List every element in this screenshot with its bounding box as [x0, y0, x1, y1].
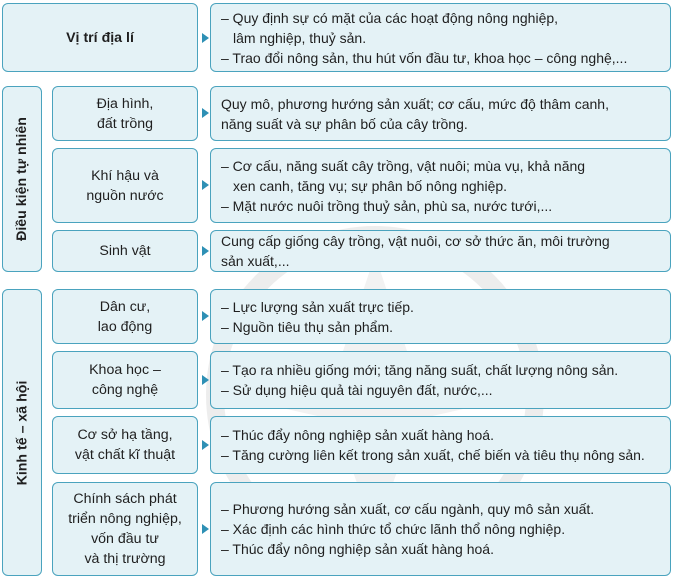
factor-label: Địa hình, đất trồng	[96, 95, 154, 132]
desc-line: – Quy định sự có mặt của các hoạt động nông nghiệp,	[221, 9, 559, 26]
factor-desc	[210, 86, 671, 141]
factor-box	[52, 230, 198, 272]
location-box	[2, 3, 198, 72]
factor-desc	[210, 482, 671, 576]
factor-box	[52, 351, 198, 409]
factor-label: Khí hậu và nguồn nước	[86, 167, 164, 204]
factor-label: Sinh vật	[99, 243, 151, 259]
desc-line: – Thúc đẩy nông nghiệp sản xuất hàng hoá.	[221, 427, 494, 443]
location-desc	[210, 3, 671, 72]
natural-category-label: Điều kiện tự nhiên	[14, 117, 31, 241]
factor-box	[52, 289, 198, 344]
desc-line: – Tăng cường liên kết trong sản xuất, chế biến và tiêu thụ nông sản.	[221, 447, 645, 463]
desc-line: – Cơ cấu, năng suất cây trồng, vật nuôi; mùa vụ, khả năng	[221, 157, 586, 174]
factor-box	[52, 148, 198, 223]
desc-line: – Xác định các hình thức tổ chức lãnh thổ nông nghiệp.	[221, 521, 566, 537]
desc-line: xen canh, tăng vụ; sự phân bố nông nghiệp.	[233, 177, 508, 194]
desc-line: – Tạo ra nhiều giống mới; tăng năng suất, chất lượng nông sản.	[221, 362, 619, 378]
desc-line: – Sử dụng hiệu quả tài nguyên đất, nước,...	[221, 382, 493, 398]
desc-line: – Trao đổi nông sản, thu hút vốn đầu tư, khoa học – công nghệ,...	[221, 49, 628, 66]
socio-category-label: Kinh tế – xã hội	[14, 380, 31, 485]
arrow-factor	[202, 524, 209, 534]
factor-label: Dân cư, lao động	[97, 298, 153, 335]
factor-box	[52, 86, 198, 141]
desc-line: Quy mô, phương hướng sản xuất; cơ cấu, mức độ thâm canh,	[221, 95, 609, 112]
factor-box	[52, 416, 198, 474]
factor-box	[52, 482, 198, 576]
desc-line: năng suất và sự phân bố của cây trồng.	[221, 115, 468, 132]
desc-line: – Nguồn tiêu thụ sản phẩm.	[221, 318, 394, 335]
desc-line: – Lực lượng sản xuất trực tiếp.	[221, 298, 414, 315]
arrow-factor	[202, 108, 209, 118]
natural-category	[2, 86, 42, 272]
factor-desc	[210, 230, 671, 272]
desc-line: – Mặt nước nuôi trồng thuỷ sản, phù sa, nước tưới,...	[221, 197, 553, 214]
factor-desc	[210, 148, 671, 223]
arrow-factor	[202, 311, 209, 321]
desc-line: sản xuất,...	[221, 253, 290, 269]
desc-line: – Phương hướng sản xuất, cơ cấu ngành, quy mô sản xuất.	[221, 501, 595, 517]
factor-desc	[210, 416, 671, 474]
factor-label: Chính sách phát triển nông nghiệp, vốn đầu tư và thị trường	[68, 491, 182, 567]
arrow-factor	[202, 375, 209, 385]
arrow-factor	[202, 180, 209, 190]
factor-label: Cơ sở hạ tầng, vật chất kĩ thuật	[74, 427, 176, 463]
location-label: Vị trí địa lí	[66, 29, 134, 46]
arrow-factor	[202, 246, 209, 256]
factor-desc	[210, 351, 671, 409]
socio-category	[2, 289, 42, 576]
desc-line: lâm nghiệp, thuỷ sản.	[233, 29, 367, 46]
factor-label: Khoa học – công nghệ	[89, 362, 161, 398]
arrow-location	[202, 33, 209, 43]
desc-line: – Thúc đẩy nông nghiệp sản xuất hàng hoá.	[221, 541, 494, 557]
desc-line: Cung cấp giống cây trồng, vật nuôi, cơ sở thức ăn, môi trường	[221, 233, 610, 249]
arrow-factor	[202, 440, 209, 450]
factor-desc	[210, 289, 671, 344]
